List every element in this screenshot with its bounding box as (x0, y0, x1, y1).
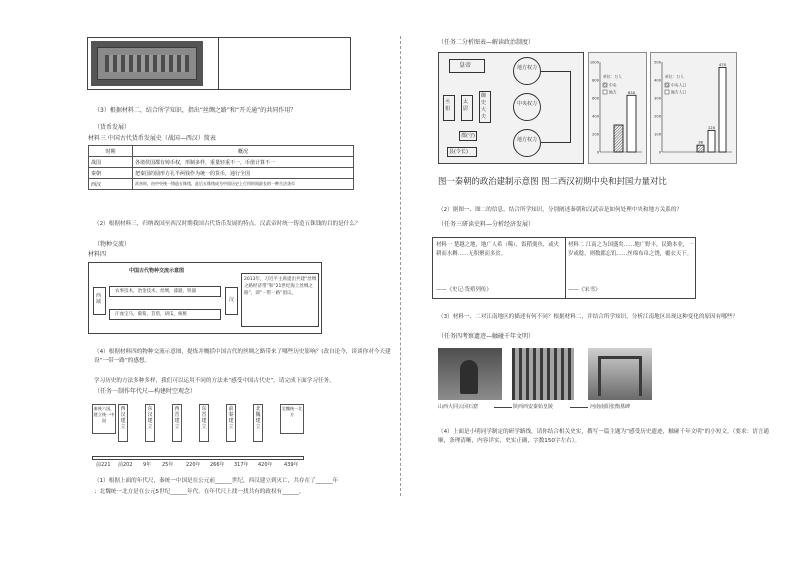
to-han-items: 汗血宝马，葡萄，苜蓿，胡瓜，核桃 (115, 312, 187, 317)
power-label-bot: 地方权力 (517, 137, 538, 143)
timeline-tick-9: 439年 (284, 462, 299, 468)
material3-title: 材料三 中国古代货币发展史（战国—西汉）简表 (88, 135, 216, 142)
route-arrow-2 (570, 407, 588, 408)
site-label-3: 河南南阳张衡墓碑 (590, 404, 631, 410)
chart-b-tick-label: 300 (654, 96, 661, 101)
timeline (88, 398, 310, 470)
question-r4: （4）上面是小明同学制定的研学路线，请你结合相关史实，撰写一篇主题为“感受历史遗迹，触碰千年文明”的小短文。（要求：语言通顺，条理清晰，内容详实，史实正确，字数150字左右）。 (438, 429, 769, 444)
chart-b-tick-label: 400 (654, 78, 661, 83)
source-left-text: 材料一 楚越之地，地广人希（稀），饭稻羹鱼，或火耕而水耨……无积聚而多贫。 (436, 242, 559, 257)
chart-a-legend-entry: 中央 (609, 82, 617, 88)
power-label-mid: 中央权力 (517, 101, 538, 107)
chart-b-tick-label: 0 (658, 150, 661, 155)
timeline-box-8: 北魏统一北方 (280, 404, 304, 434)
question-4: （4）根据材料四的物种交流示意图，提炼并概括中国古代的丝绸之路带来了哪些历史影响？(改自论今，谈谈你对今天建设“一带一路”的感想。 (94, 349, 391, 364)
han-power-charts (588, 52, 738, 164)
chart-a-tick-label: 400 (592, 114, 599, 119)
table-header-period: 时期 (89, 146, 133, 157)
timeline-tick-6: 266年 (210, 462, 225, 468)
relief-photo (91, 41, 203, 86)
power-label-top: 地方权力 (517, 65, 538, 71)
exchange-diagram (88, 262, 322, 334)
chart-b-data-label: 470 (718, 61, 727, 67)
chart-a-legend-swatch (603, 83, 607, 87)
chart-b-legend-swatch (665, 83, 669, 87)
to-west-items: 农事技术，冶金技术，丝绸，漆器，铁器 (115, 289, 196, 294)
task-4-title: （任务四考察遗迹—触碰千年文明） (438, 333, 535, 340)
timeline-box-6: 前秦建立 (226, 404, 236, 442)
chart-b-bar (697, 145, 704, 152)
tomb-gate (598, 356, 642, 396)
timeline-box-7: 北魏建立 (253, 404, 263, 442)
chart-b-legend-swatch (665, 90, 669, 94)
timeline-box-3: 东汉建立 (145, 404, 155, 442)
site-label-1: 山西大同云冈石窟 (438, 404, 479, 410)
chart-b-legend-entry: 地方人口 (671, 89, 687, 95)
buddha-statue (460, 360, 478, 394)
zhang-heng-tomb-photo (588, 348, 652, 400)
han-label: 汉 (229, 297, 235, 303)
route-arrow-1 (494, 407, 512, 408)
timeline-question-line1: （1）根据上面的年代尺，秦统一中国是在公元前______世纪，西汉建立到灭亡，共存在了______年 (94, 478, 339, 484)
source-right-citation: ——《宋书》 (568, 287, 601, 293)
question-r3: （3）材料一、二对江南地区的描述有何不同？根据材料二，并结合所学知识，分析江南地区出现这种变化的原因有哪些？ (438, 314, 739, 320)
chart-a-legend-entry: 地方 (609, 89, 617, 95)
censor-label: 御史大夫 (481, 93, 487, 120)
terracotta-army-photo (512, 348, 574, 400)
sources-divider (565, 238, 566, 299)
column-divider (400, 36, 401, 496)
timeline-box-1: 秦统六国，建立统一中国 (92, 404, 116, 434)
figure-caption: 图一秦朝的政治建制示意图 图二西汉初期中央和封国力量对比 (438, 176, 667, 186)
question-3: （3）根据材料二，结合所学知识，指出“丝绸之路”和“开关通”的共同作用？ (94, 107, 297, 114)
currency-table (88, 145, 354, 190)
chart-b-unit-label: 单位：万人 (665, 74, 684, 79)
chart-b-tick-label: 200 (654, 114, 661, 119)
chart-a-unit-label: 单位：万人 (603, 74, 622, 79)
timeline-tick-4: 25年 (162, 462, 174, 468)
table-row (89, 168, 354, 179)
table-header-summary: 概况 (133, 146, 354, 157)
question-r2: （2）据图一、图二的信息，结合所学知识，分别阐述秦朝和汉武帝是如何处理中央和地方关系的？ (438, 207, 683, 213)
chart-a-tick-label: 1000 (589, 60, 599, 65)
table-cell: 武帝时，由中央统一铸造五铢钱，此后五铢钱成为中国历史上行用时间最长的一种合法货币 (133, 179, 354, 190)
chart-a-tick-label: 800 (592, 78, 599, 83)
timeline-axis (92, 456, 304, 460)
connector-right (541, 71, 571, 143)
timeline-tick-5: 220年 (186, 462, 201, 468)
task-3-title: （任务三研读史料—分析经济发展） (438, 221, 535, 228)
timeline-tick-8: 420年 (258, 462, 273, 468)
table-header-row (89, 146, 354, 157)
qin-system-diagram (438, 52, 584, 164)
table-row (89, 179, 354, 190)
chart-b-bar (719, 67, 726, 152)
task-1-title: （任务一制作年代尺—构建时空观念） (94, 388, 197, 395)
chart-b-legend-entry: 中央人口 (671, 82, 687, 88)
table-cell: 战国 (89, 157, 133, 168)
emperor-label: 皇帝 (459, 62, 472, 69)
chart-a-tick-label: 200 (592, 132, 599, 137)
timeline-tick-1: 前221 (96, 462, 111, 468)
chart-b-bar (708, 130, 715, 152)
chart-b-tick-label: 500 (654, 60, 661, 65)
material2-divider (218, 37, 219, 90)
timeline-box-5: 东晋建立 (199, 404, 209, 442)
table-cell: 秦朝 (89, 168, 133, 179)
question-material3: （2）根据材料三，归纳战国至西汉时期我国古代货币发展的特点。汉武帝时统一铸造五铢钱的目的是什么？ (94, 221, 361, 227)
table-cell: 各诸侯国都有铸币权，形制多样，重量轻重不一，币值计算不一 (133, 157, 354, 168)
yungang-grottoes-photo (438, 348, 502, 400)
chart-a-tick-label: 0 (596, 150, 599, 155)
chart-b-tick-label: 100 (654, 132, 661, 137)
timeline-tick-2: 前202 (118, 462, 133, 468)
chart-a-bar (627, 95, 636, 152)
belt-road-note: 2013年，习近平主席提出共建“丝绸之路经济带”和“21世纪海上丝绸之路”，即“一带一路”倡议。 (244, 277, 317, 296)
chancellor-label: 丞相 (445, 99, 451, 112)
table-row (89, 157, 354, 168)
source-left-citation: ——《史记·货殖列传》 (436, 287, 492, 293)
county-label: 县(令长) (449, 149, 468, 155)
section-exchange: （物种交流） (94, 241, 131, 248)
chart-b-data-label: 38 (698, 139, 703, 145)
west-region-label: 西域 (96, 293, 102, 305)
chart-a-bar (614, 125, 623, 152)
diagram-title: 中国古代物种交流示意图 (129, 268, 185, 274)
timeline-question-line2: ；北魏统一北方是在公元5世纪______年代。在年代尺上找一找共有的政权有______。 (94, 489, 305, 495)
table-cell: 西汉 (89, 179, 133, 190)
chart-a-tick-label: 600 (592, 96, 599, 101)
source-right-text: 材料二 江南之为国盛矣……地广野丰，民勤本业，一岁或稔，则数郡忘饥……丝绵布帛之饶，覆衣天下。 (568, 242, 694, 257)
table-cell: 把秦国的圆形方孔半两钱作为统一的货币，通行全国 (133, 168, 354, 179)
grand-commandant-label: 太尉 (463, 99, 469, 112)
sources-box (432, 237, 696, 299)
chart-a-data-label: 630 (627, 89, 636, 95)
chart-a-legend-swatch (603, 90, 607, 94)
commandery-label: 郡(守) (461, 133, 475, 139)
timeline-box-2: 西汉建立 (118, 404, 128, 442)
material4-title: 材料四 (88, 251, 107, 258)
chart-b-data-label: 120 (707, 124, 716, 130)
study-intro: 学习历史的方法多种多样，我们可以运用不同的方法来“感受中国古代史”。请完成下面学习任务。 (94, 378, 335, 384)
timeline-box-4: 西晋建立 (172, 404, 182, 442)
task-2-title: （任务二分析图表—解读政治制度） (438, 39, 535, 46)
timeline-tick-7: 317年 (234, 462, 249, 468)
relief-figures (105, 55, 189, 72)
section-currency: （货币发展） (94, 124, 131, 131)
timeline-tick-3: 9年 (143, 462, 152, 468)
site-label-2: 陕西西安秦始皇陵 (513, 404, 554, 410)
